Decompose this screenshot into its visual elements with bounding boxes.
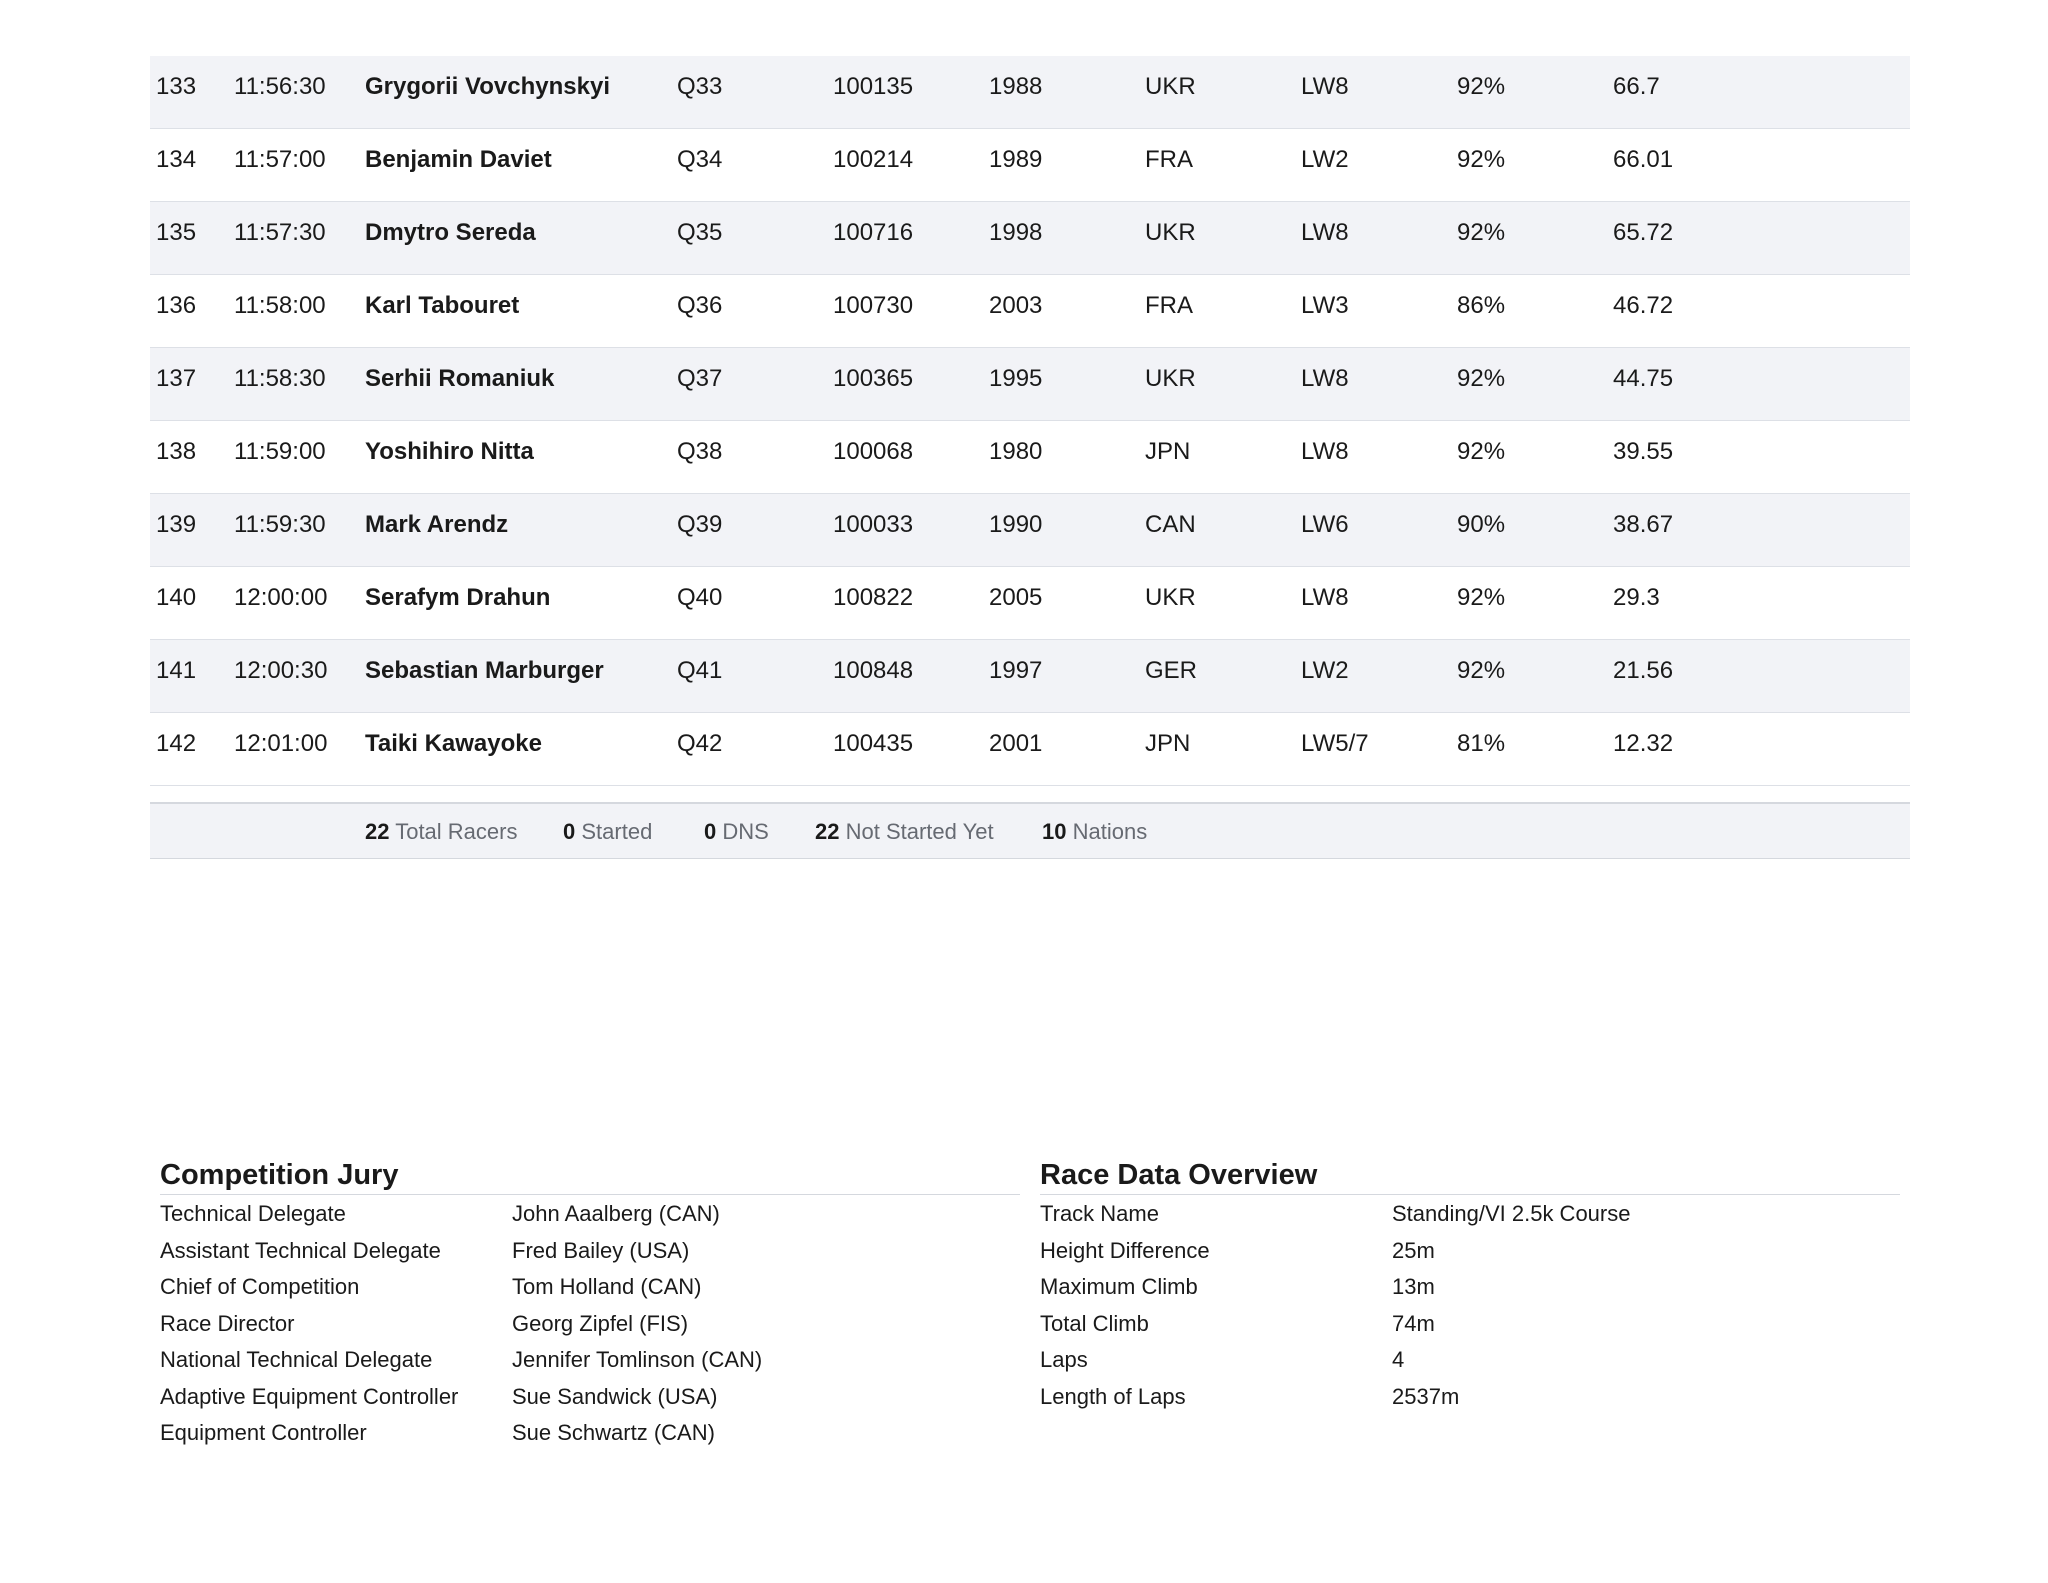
birth-year-cell: 2001 (989, 730, 1043, 757)
fis-code-cell: 100822 (833, 584, 914, 611)
jury-role: Technical Delegate (160, 1201, 346, 1226)
birth-year-cell: 1998 (989, 219, 1043, 246)
fis-code-cell: 100365 (833, 365, 914, 392)
class-cell: LW8 (1301, 219, 1349, 246)
fis-code-cell: 100135 (833, 73, 914, 100)
start-time-cell: 12:00:00 (234, 584, 328, 611)
nation-cell: UKR (1145, 73, 1196, 100)
table-row (150, 348, 1910, 421)
competition-jury-panel (160, 1156, 1020, 1451)
points-cell: 44.75 (1613, 365, 1674, 392)
code-cell: Q39 (677, 511, 723, 538)
points-cell: 29.3 (1613, 584, 1660, 611)
jury-person: John Aaalberg (CAN) (512, 1201, 720, 1226)
race-data-value: 4 (1392, 1347, 1405, 1372)
birth-year-cell: 2003 (989, 292, 1043, 319)
points-cell: 66.01 (1613, 146, 1674, 173)
jury-item (160, 1195, 1020, 1232)
race-data-value: Standing/VI 2.5k Course (1392, 1201, 1631, 1226)
race-data-label: Length of Laps (1040, 1383, 1186, 1409)
code-cell: Q34 (677, 146, 723, 173)
jury-person: Tom Holland (CAN) (512, 1274, 702, 1299)
birth-year-cell: 1988 (989, 73, 1043, 100)
athlete-name-cell: Grygorii Vovchynskyi (365, 73, 610, 100)
race-data-item (1040, 1268, 1900, 1305)
points-cell: 12.32 (1613, 730, 1674, 757)
nation-cell: JPN (1145, 438, 1191, 465)
table-row (150, 567, 1910, 640)
jury-item (160, 1305, 1020, 1342)
nation-cell: GER (1145, 657, 1198, 684)
birth-year-cell: 1995 (989, 365, 1043, 392)
points-cell: 21.56 (1613, 657, 1674, 684)
bib-cell: 136 (156, 292, 197, 319)
code-cell: Q38 (677, 438, 723, 465)
jury-item (160, 1232, 1020, 1269)
race-data-label: Laps (1040, 1347, 1088, 1372)
fis-code-cell: 100068 (833, 438, 914, 465)
athlete-name-cell: Dmytro Sereda (365, 219, 536, 246)
race-data-item (1040, 1341, 1900, 1378)
percentage-cell: 86% (1457, 292, 1506, 319)
bib-cell: 139 (156, 511, 197, 538)
not-started-stat (815, 821, 994, 843)
jury-person: Fred Bailey (USA) (512, 1237, 690, 1263)
race-data-item (1040, 1305, 1900, 1342)
code-cell: Q37 (677, 365, 723, 392)
dns-count: 0 (704, 819, 717, 844)
fis-code-cell: 100730 (833, 292, 914, 319)
nation-cell: CAN (1145, 511, 1196, 538)
nation-cell: UKR (1145, 365, 1196, 392)
race-data-label: Track Name (1040, 1201, 1159, 1226)
code-cell: Q41 (677, 657, 723, 684)
points-cell: 39.55 (1613, 438, 1674, 465)
table-row (150, 56, 1910, 129)
nation-cell: UKR (1145, 584, 1196, 611)
start-time-cell: 12:01:00 (234, 730, 328, 757)
started-count: 0 (563, 819, 576, 844)
points-cell: 65.72 (1613, 219, 1674, 246)
start-time-cell: 11:58:30 (234, 365, 326, 392)
race-data-item (1040, 1195, 1900, 1232)
start-time-cell: 11:57:30 (234, 219, 326, 246)
percentage-cell: 92% (1457, 438, 1506, 465)
race-data-value: 25m (1392, 1237, 1435, 1263)
percentage-cell: 92% (1457, 365, 1506, 392)
jury-role: Adaptive Equipment Controller (160, 1383, 459, 1409)
total-racers-count: 22 (365, 819, 390, 844)
jury-item (160, 1268, 1020, 1305)
class-cell: LW5/7 (1301, 730, 1369, 757)
birth-year-cell: 1980 (989, 438, 1043, 465)
nation-cell: JPN (1145, 730, 1191, 757)
bib-cell: 140 (156, 584, 197, 611)
bib-cell: 133 (156, 73, 197, 100)
race-data-item (1040, 1232, 1900, 1269)
birth-year-cell: 2005 (989, 584, 1043, 611)
table-row (150, 129, 1910, 202)
bib-cell: 142 (156, 730, 197, 757)
class-cell: LW8 (1301, 584, 1349, 611)
fis-code-cell: 100214 (833, 146, 914, 173)
nations-count: 10 (1042, 819, 1067, 844)
fis-code-cell: 100716 (833, 219, 914, 246)
jury-role: Equipment Controller (160, 1420, 367, 1445)
started-label: Started (581, 819, 653, 844)
race-data-title: Race Data Overview (1040, 1156, 1900, 1195)
race-data-label: Maximum Climb (1040, 1274, 1198, 1299)
table-row (150, 202, 1910, 275)
bib-cell: 138 (156, 438, 197, 465)
athlete-name-cell: Benjamin Daviet (365, 146, 552, 173)
athlete-name-cell: Mark Arendz (365, 511, 509, 538)
total-racers-label: Total Racers (395, 819, 518, 844)
nation-cell: UKR (1145, 219, 1196, 246)
fis-code-cell: 100435 (833, 730, 914, 757)
fis-code-cell: 100033 (833, 511, 914, 538)
percentage-cell: 92% (1457, 584, 1506, 611)
code-cell: Q35 (677, 219, 723, 246)
jury-role: Chief of Competition (160, 1274, 360, 1299)
class-cell: LW8 (1301, 438, 1349, 465)
table-row (150, 275, 1910, 348)
started-stat (563, 821, 652, 843)
race-data-value: 13m (1392, 1274, 1435, 1299)
not-started-label: Not Started Yet (845, 819, 994, 844)
start-time-cell: 11:56:30 (234, 73, 326, 100)
fis-code-cell: 100848 (833, 657, 914, 684)
not-started-count: 22 (815, 819, 840, 844)
race-data-value: 2537m (1392, 1383, 1460, 1409)
class-cell: LW6 (1301, 511, 1349, 538)
class-cell: LW3 (1301, 292, 1349, 319)
race-data-label: Height Difference (1040, 1237, 1210, 1263)
race-data-panel (1040, 1156, 1900, 1414)
percentage-cell: 92% (1457, 657, 1506, 684)
class-cell: LW2 (1301, 657, 1349, 684)
jury-person: Sue Sandwick (USA) (512, 1383, 718, 1409)
bib-cell: 141 (156, 657, 197, 684)
dns-stat (704, 821, 769, 843)
table-row (150, 494, 1910, 567)
bib-cell: 137 (156, 365, 197, 392)
percentage-cell: 92% (1457, 73, 1506, 100)
athlete-name-cell: Serhii Romaniuk (365, 365, 555, 392)
start-time-cell: 11:57:00 (234, 146, 326, 173)
start-list-table (150, 56, 1910, 786)
class-cell: LW2 (1301, 146, 1349, 173)
nation-cell: FRA (1145, 292, 1193, 319)
percentage-cell: 81% (1457, 730, 1506, 757)
percentage-cell: 90% (1457, 511, 1506, 538)
bib-cell: 134 (156, 146, 197, 173)
birth-year-cell: 1997 (989, 657, 1043, 684)
table-row (150, 640, 1910, 713)
jury-item (160, 1414, 1020, 1451)
points-cell: 46.72 (1613, 292, 1674, 319)
jury-person: Jennifer Tomlinson (CAN) (512, 1347, 763, 1372)
bib-cell: 135 (156, 219, 197, 246)
code-cell: Q33 (677, 73, 723, 100)
nations-label: Nations (1072, 819, 1148, 844)
jury-role: National Technical Delegate (160, 1347, 433, 1372)
jury-role: Assistant Technical Delegate (160, 1237, 441, 1263)
start-time-cell: 11:58:00 (234, 292, 326, 319)
jury-person: Sue Schwartz (CAN) (512, 1420, 715, 1445)
table-row (150, 421, 1910, 494)
jury-role: Race Director (160, 1310, 295, 1336)
athlete-name-cell: Sebastian Marburger (365, 657, 604, 684)
start-time-cell: 12:00:30 (234, 657, 328, 684)
athlete-name-cell: Taiki Kawayoke (365, 730, 542, 757)
points-cell: 38.67 (1613, 511, 1674, 538)
percentage-cell: 92% (1457, 219, 1506, 246)
jury-item (160, 1378, 1020, 1415)
birth-year-cell: 1990 (989, 511, 1043, 538)
points-cell: 66.7 (1613, 73, 1660, 100)
athlete-name-cell: Serafym Drahun (365, 584, 551, 611)
code-cell: Q42 (677, 730, 723, 757)
start-time-cell: 11:59:30 (234, 511, 326, 538)
jury-item (160, 1341, 1020, 1378)
class-cell: LW8 (1301, 365, 1349, 392)
table-row (150, 713, 1910, 786)
competition-jury-title: Competition Jury (160, 1156, 1020, 1195)
code-cell: Q36 (677, 292, 723, 319)
birth-year-cell: 1989 (989, 146, 1043, 173)
jury-person: Georg Zipfel (FIS) (512, 1310, 689, 1336)
race-data-item (1040, 1378, 1900, 1415)
race-data-label: Total Climb (1040, 1310, 1149, 1336)
summary-bar (150, 802, 1910, 859)
athlete-name-cell: Yoshihiro Nitta (365, 438, 534, 465)
total-racers-stat (365, 821, 517, 843)
dns-label: DNS (722, 819, 769, 844)
code-cell: Q40 (677, 584, 723, 611)
class-cell: LW8 (1301, 73, 1349, 100)
start-time-cell: 11:59:00 (234, 438, 326, 465)
nations-stat (1042, 821, 1147, 843)
nation-cell: FRA (1145, 146, 1193, 173)
percentage-cell: 92% (1457, 146, 1506, 173)
athlete-name-cell: Karl Tabouret (365, 292, 520, 319)
race-data-value: 74m (1392, 1310, 1435, 1336)
